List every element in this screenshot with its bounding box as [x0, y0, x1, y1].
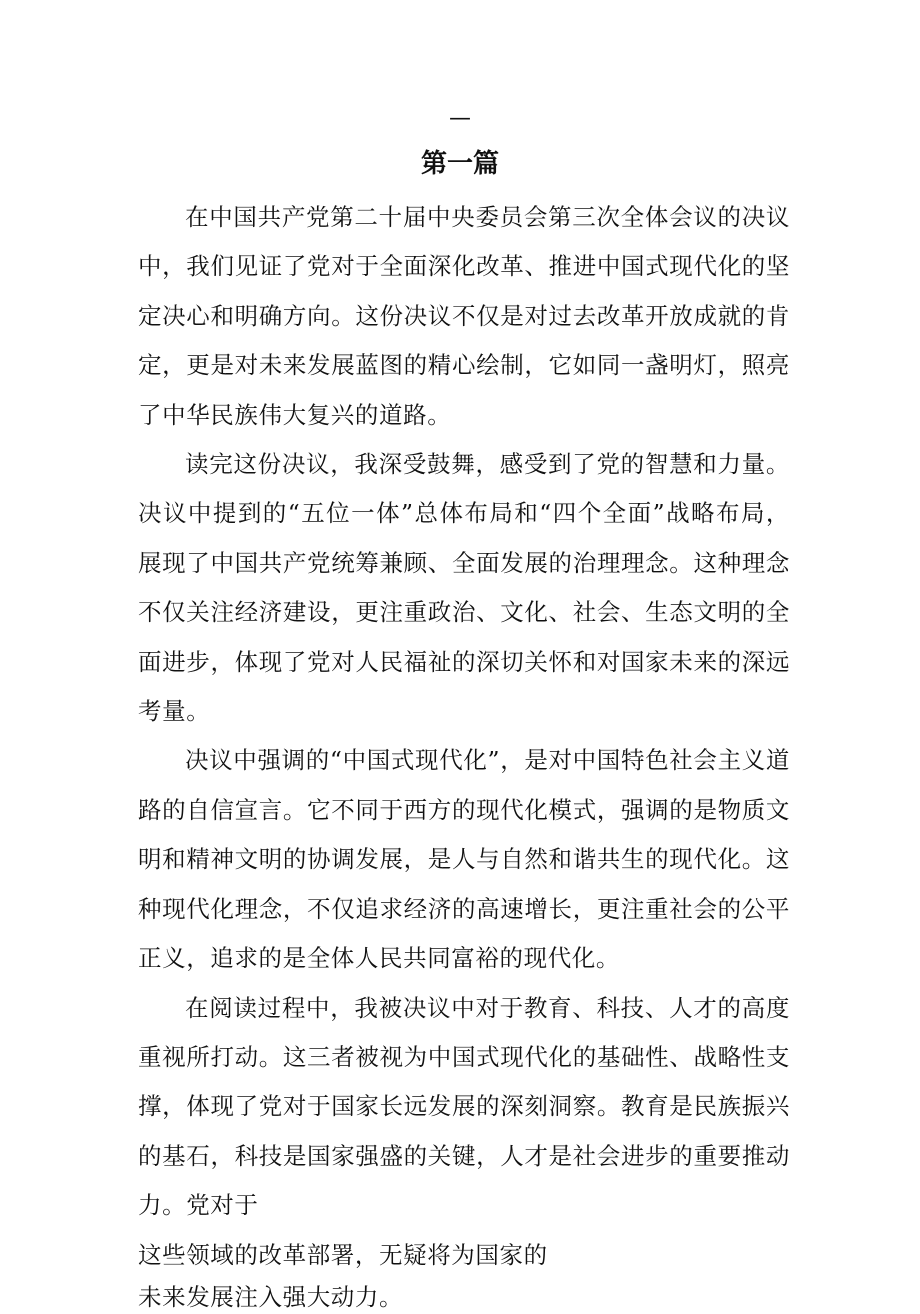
paragraph-3: 决议中强调的“中国式现代化”，是对中国特色社会主义道路的自信宣言。它不同于西方的现代化模式，强调的是物质文明和精神文明的协调发展，是人与自然和谐共生的现代化。这种现代化理念，不仅追求经济的高速增长，更注重社会的公平正义，追求的是全体人民共同富裕的现代化。 — [138, 746, 790, 973]
header-dash: — — [449, 106, 471, 131]
paragraph-4: 在阅读过程中，我被决议中对于教育、科技、人才的高度重视所打动。这三者被视为中国式现代化的基础性、战略性支撑，体现了党对于国家长远发展的深刻洞察。教育是民族振兴的基石，科技是国家强盛的关键，人才是社会进步的重要推动力。党对于 — [138, 993, 790, 1220]
paragraph-4-tail-line-2: 未来发展注入强大动力。 — [138, 1282, 404, 1311]
document-body — [138, 193, 790, 1314]
page-title: 第一篇 — [420, 149, 499, 179]
paragraph-2: 读完这份决议，我深受鼓舞，感受到了党的智慧和力量。决议中提到的“五位一体”总体布局和“四个全面”战略布局，展现了中国共产党统筹兼顾、全面发展的治理理念。这种理念不仅关注经济建设，更注重政治、文化、社会、生态文明的全面进步，体现了党对人民福祉的深切关怀和对国家未来的深远考量。 — [138, 450, 790, 726]
paragraph-4-tail-line-1: 这些领域的改革部署，无疑将为国家的 — [138, 1240, 548, 1269]
paragraph-1: 在中国共产党第二十届中央委员会第三次全体会议的决议中，我们见证了党对于全面深化改革、推进中国式现代化的坚定决心和明确方向。这份决议不仅是对过去改革开放成就的肯定，更是对未来发展蓝图的精心绘制，它如同一盏明灯，照亮了中华民族伟大复兴的道路。 — [138, 203, 790, 429]
